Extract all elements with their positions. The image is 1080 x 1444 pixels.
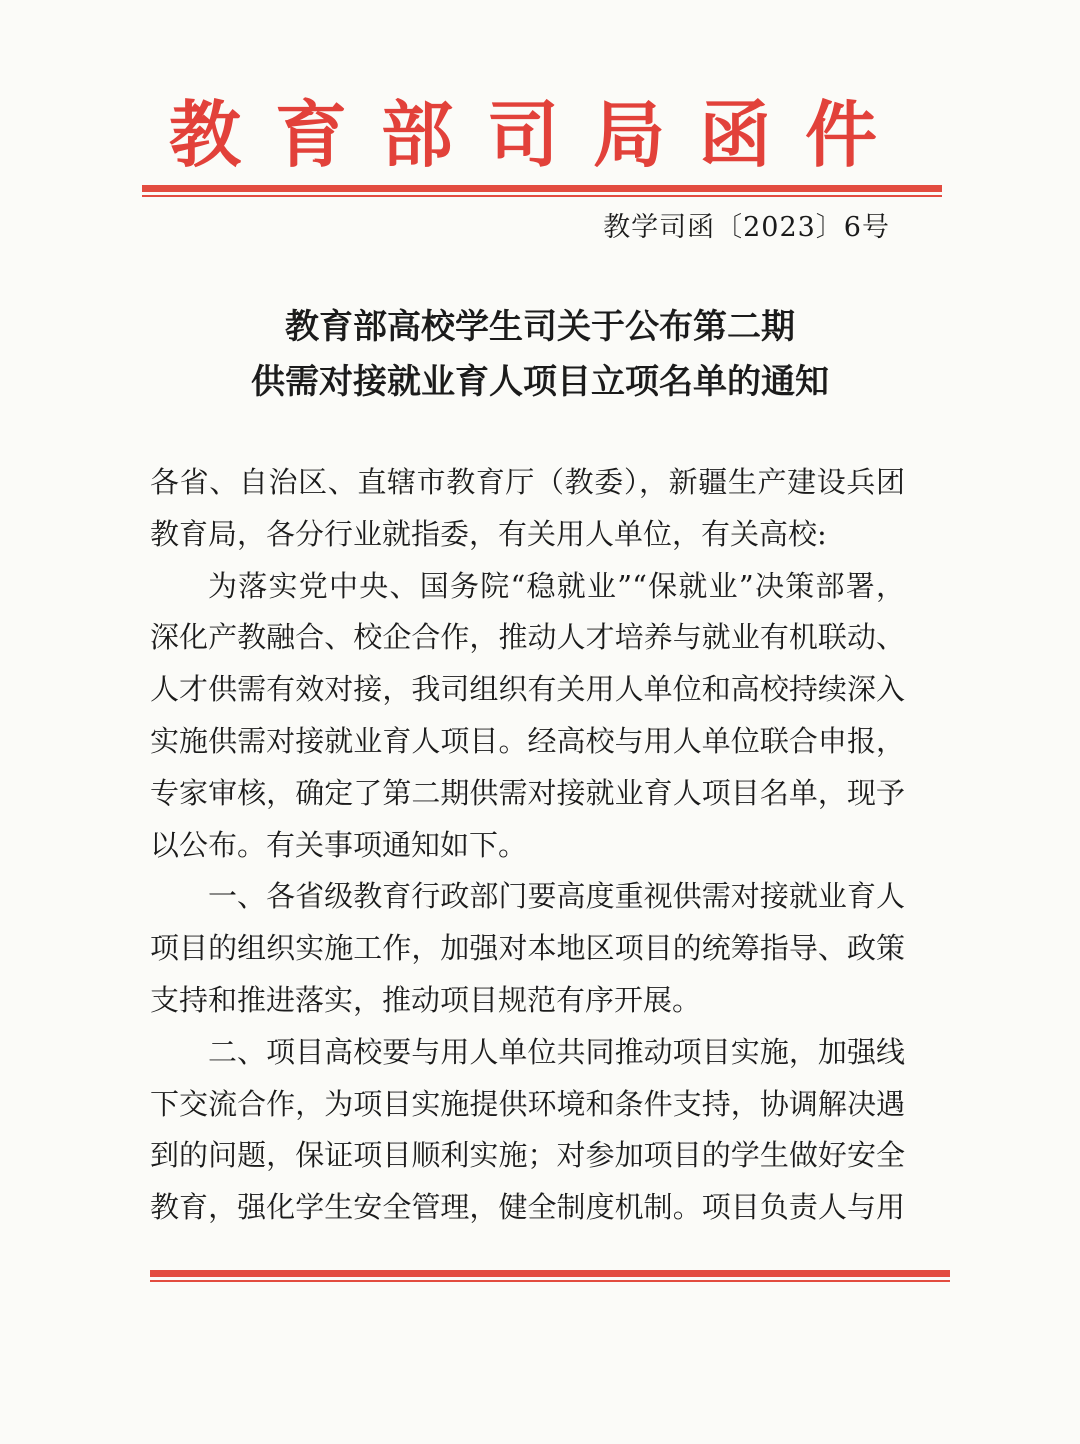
notice-title-line-1: 教育部高校学生司关于公布第二期 <box>285 307 795 347</box>
body-paragraph-3: 二、项目高校要与用人单位共同推动项目实施，加强线下交流合作，为项目实施提供环境和条件支持，协调解决遇到的问题，保证项目顺利实施；对参加项目的学生做好安全教育，强化学生安全管理，健全制度机制。项目负责人与用 <box>150 1034 905 1225</box>
footer-red-rule <box>150 1270 950 1282</box>
letterhead-red-rule <box>142 185 942 197</box>
notice-body <box>150 457 905 1234</box>
body-paragraph-1: 为落实党中央、国务院“稳就业”“保就业”决策部署，深化产教融合、校企合作，推动人才培养与就业有机联动、人才供需有效对接，我司组织有关用人单位和高校持续深入实施供需对接就业育人项目。经高校与用人单位联合申报，专家审核，确定了第二期供需对接就业育人项目名单，现予以公布。有关事项通知如下。 <box>150 568 905 862</box>
letterhead-title: 教育部司局函件 <box>168 92 911 177</box>
body-paragraph-2: 一、各省级教育行政部门要高度重视供需对接就业育人项目的组织实施工作，加强对本地区项目的统筹指导、政策支持和推进落实，推动项目规范有序开展。 <box>150 879 905 1017</box>
notice-title <box>140 300 940 410</box>
salutation: 各省、自治区、直辖市教育厅（教委），新疆生产建设兵团教育局，各分行业就指委，有关用人单位，有关高校: <box>150 465 905 551</box>
notice-title-line-2: 供需对接就业育人项目立项名单的通知 <box>251 362 829 402</box>
document-number: 教学司函〔2023〕6号 <box>603 212 890 243</box>
